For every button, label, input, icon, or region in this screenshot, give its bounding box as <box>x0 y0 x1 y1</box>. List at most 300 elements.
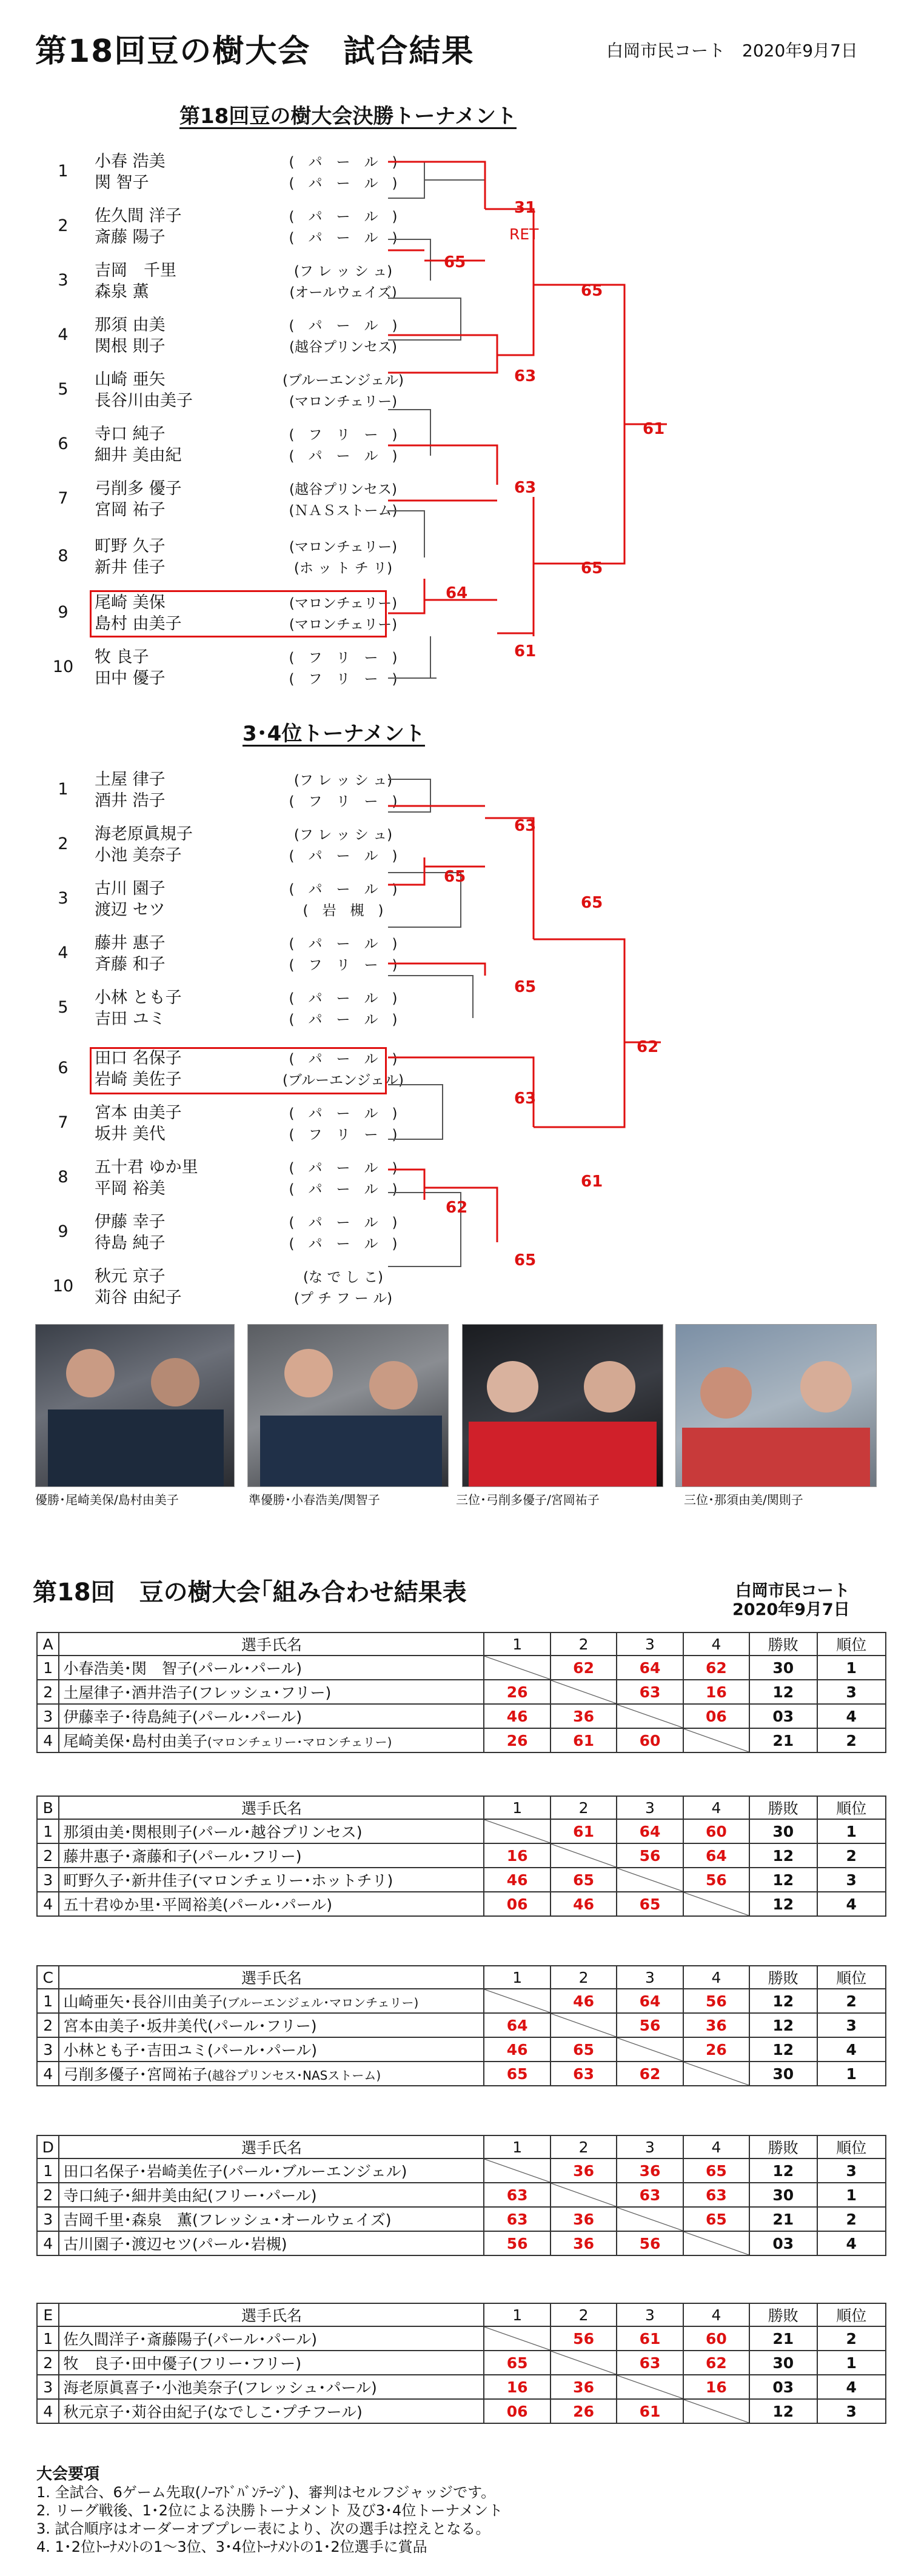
header-col-2: 2 <box>551 1632 617 1656</box>
win-loss: 03 <box>749 1704 817 1728</box>
header-col-3: 3 <box>617 2135 683 2158</box>
score-cell: 61 <box>551 1728 617 1752</box>
header-col-1: 1 <box>484 2303 550 2326</box>
final-score-s6: 63 <box>514 479 537 497</box>
group-label: E <box>37 2303 59 2326</box>
table-row <box>37 1892 886 1916</box>
player-name: 吉田 ユミ <box>95 1010 166 1028</box>
player-name: 苅谷 由紀子 <box>95 1288 182 1307</box>
final-score-s3: 65 <box>581 282 603 300</box>
pair-name-cell <box>59 1728 484 1752</box>
group-label: B <box>37 1796 59 1819</box>
score-cell: 06 <box>484 1892 550 1916</box>
score-cell: 64 <box>617 1819 683 1843</box>
rank: 1 <box>817 1656 886 1680</box>
win-loss: 12 <box>749 1892 817 1916</box>
rank: 3 <box>817 1680 886 1704</box>
third-score-s9: 65 <box>514 1251 537 1270</box>
third-score-s2: 65 <box>444 868 466 886</box>
score-cell: 56 <box>484 2231 550 2255</box>
final-score-s4: 63 <box>514 367 537 385</box>
win-loss: 03 <box>749 2231 817 2255</box>
table-row <box>37 2207 886 2231</box>
score-cell: 26 <box>683 2037 749 2062</box>
score-cell: 36 <box>551 2207 617 2231</box>
row-number: 4 <box>37 2062 59 2086</box>
pair-name: 弓削多優子･宮岡祐子 <box>63 2066 207 2083</box>
rank: 1 <box>817 2062 886 2086</box>
entry-seed: 8 <box>58 1168 69 1186</box>
entry-seed: 2 <box>58 834 69 853</box>
group-table-d <box>36 2135 886 2256</box>
pair-name: 宮本由美子･坂井美代(パール･フリー) <box>63 2017 317 2035</box>
venue-date: 白岡市民コート 2020年9月7日 <box>606 41 858 61</box>
club-name: (マロンチェリー) <box>289 539 398 555</box>
score-cell: 16 <box>484 1843 550 1868</box>
diagonal-cell <box>484 1989 550 2013</box>
header-win-loss: 勝敗 <box>749 2135 817 2158</box>
club-name: ( パ ー ル ) <box>289 1182 398 1197</box>
table-row <box>37 2375 886 2399</box>
pair-name: 寺口純子･細井美由紀(フリー･パール) <box>63 2187 317 2205</box>
pair-name: 五十君ゆか里･平岡裕美(パール･パール) <box>63 1896 332 1914</box>
score-cell: 46 <box>484 1868 550 1892</box>
score-cell: 56 <box>683 1989 749 2013</box>
table-row <box>37 1819 886 1843</box>
final-tournament-title: 第18回豆の樹大会決勝トーナメント <box>179 104 517 128</box>
photo-caption-1: 優勝･尾崎美保/島村由美子 <box>35 1493 179 1507</box>
row-number: 2 <box>37 1843 59 1868</box>
win-loss: 21 <box>749 1728 817 1752</box>
player-name: 斎藤 陽子 <box>95 228 166 247</box>
club-name: (ブルーエンジェル) <box>283 1073 404 1088</box>
table-row <box>37 1989 886 2013</box>
roundrobin-date: 2020年9月7日 <box>732 1600 850 1619</box>
pair-name-cell <box>59 2183 484 2207</box>
player-name: 土屋 律子 <box>95 770 166 789</box>
score-cell: 63 <box>484 2207 550 2231</box>
score-cell: 16 <box>683 1680 749 1704</box>
diagonal-cell <box>683 1728 749 1752</box>
player-name: 宮岡 祐子 <box>95 501 166 519</box>
player-name: 田中 優子 <box>95 669 166 688</box>
third-score-s8: 62 <box>446 1199 468 1217</box>
win-loss: 30 <box>749 2062 817 2086</box>
diagonal-cell <box>617 2207 683 2231</box>
player-name: 平岡 裕美 <box>95 1179 166 1198</box>
club-name: ( パ ー ル ) <box>289 448 398 464</box>
diagonal-cell <box>617 2375 683 2399</box>
pair-name-cell <box>59 2231 484 2255</box>
score-cell: 63 <box>617 1680 683 1704</box>
group-table-c <box>36 1965 886 2086</box>
header-col-4: 4 <box>683 1632 749 1656</box>
table-row <box>37 2037 886 2062</box>
player-name: 坂井 美代 <box>95 1125 166 1143</box>
pair-name-cell <box>59 1843 484 1868</box>
table-row <box>37 2062 886 2086</box>
photo-caption-4: 三位･那須由美/関則子 <box>684 1493 803 1507</box>
table-row <box>37 1728 886 1752</box>
score-cell: 63 <box>683 2183 749 2207</box>
rank: 2 <box>817 1843 886 1868</box>
photo-caption-2: 準優勝･小春浩美/関智子 <box>249 1493 380 1507</box>
win-loss: 30 <box>749 2183 817 2207</box>
roundrobin-title: 第18回 豆の樹大会｢組み合わせ結果表 <box>33 1579 467 1606</box>
photo-third-1 <box>462 1324 663 1487</box>
pair-name-cell <box>59 2158 484 2183</box>
final-score-s2: 65 <box>444 253 466 271</box>
score-cell: 56 <box>617 2231 683 2255</box>
pair-name-cell <box>59 2351 484 2375</box>
page-title: 第18回豆の樹大会 試合結果 <box>35 33 475 70</box>
face-icon <box>700 1367 752 1419</box>
rank: 2 <box>817 2326 886 2351</box>
rank: 4 <box>817 2375 886 2399</box>
entry-seed: 7 <box>58 489 69 508</box>
win-loss: 12 <box>749 2158 817 2183</box>
header-col-2: 2 <box>551 2135 617 2158</box>
entry-seed: 9 <box>58 603 69 622</box>
header-col-4: 4 <box>683 2135 749 2158</box>
face-icon <box>487 1361 538 1413</box>
table-row <box>37 2326 886 2351</box>
player-name: 田口 名保子 <box>95 1049 182 1068</box>
win-loss: 12 <box>749 2013 817 2037</box>
player-name: 新井 佳子 <box>95 558 166 577</box>
entry-seed: 2 <box>58 216 69 235</box>
header-col-1: 1 <box>484 1632 550 1656</box>
face-icon <box>369 1361 418 1409</box>
header-win-loss: 勝敗 <box>749 1796 817 1819</box>
third-score-s6: 63 <box>514 1090 537 1108</box>
score-cell: 62 <box>617 2062 683 2086</box>
club-name: ( パ ー ル ) <box>289 882 398 897</box>
score-cell: 36 <box>617 2158 683 2183</box>
player-name: 小春 浩美 <box>95 152 166 171</box>
group-label: A <box>37 1632 59 1656</box>
rank: 1 <box>817 1819 886 1843</box>
score-cell: 26 <box>484 1728 550 1752</box>
club-name: ( パ ー ル ) <box>289 209 398 225</box>
row-number: 3 <box>37 2207 59 2231</box>
player-name: 斉藤 和子 <box>95 955 166 974</box>
player-name: 藤井 惠子 <box>95 934 166 953</box>
pair-name: 藤井惠子･斎藤和子(パール･フリー) <box>63 1848 302 1865</box>
table-row <box>37 1680 886 1704</box>
row-number: 3 <box>37 2037 59 2062</box>
win-loss: 12 <box>749 1868 817 1892</box>
club-name: ( パ ー ル ) <box>289 1012 398 1028</box>
header-col-4: 4 <box>683 2303 749 2326</box>
diagonal-cell <box>617 1704 683 1728</box>
entry-seed: 5 <box>58 998 69 1017</box>
entry-seed: 10 <box>52 657 74 676</box>
score-cell: 63 <box>484 2183 550 2207</box>
header-win-loss: 勝敗 <box>749 1632 817 1656</box>
club-name: ( フ リ ー ) <box>289 1127 398 1143</box>
row-number: 3 <box>37 1868 59 1892</box>
clothing-shape <box>469 1422 657 1486</box>
header-name: 選手氏名 <box>59 2303 484 2326</box>
face-icon <box>800 1361 852 1413</box>
header-rank: 順位 <box>817 2135 886 2158</box>
group-label: C <box>37 1966 59 1989</box>
player-name: 伊藤 幸子 <box>95 1213 166 1231</box>
club-name: (プ チ フ ー ル) <box>293 1291 393 1306</box>
entry-seed: 5 <box>58 380 69 399</box>
club-name: ( パ ー ル ) <box>289 936 398 952</box>
pair-clubs: (ブルーエンジェル･マロンチェリー) <box>222 1995 419 2010</box>
club-name: ( フ リ ー ) <box>289 671 398 687</box>
row-number: 4 <box>37 2399 59 2423</box>
club-name: ( パ ー ル ) <box>289 1215 398 1231</box>
pair-name-cell <box>59 2207 484 2231</box>
rules-heading: 大会要項 <box>36 2465 100 2483</box>
pair-name-cell <box>59 1819 484 1843</box>
entry-seed: 10 <box>52 1277 74 1296</box>
rule-item: 3. 試合順序はオーダーオブプレー表により、次の選手は控えとなる。 <box>36 2520 490 2537</box>
header-col-3: 3 <box>617 2303 683 2326</box>
club-name: (マロンチェリー) <box>289 617 398 633</box>
diagonal-cell <box>683 2399 749 2423</box>
entry-seed: 6 <box>58 1059 69 1077</box>
pair-name: 山崎亜矢･長谷川由美子 <box>63 1993 223 2011</box>
score-cell: 36 <box>551 1704 617 1728</box>
score-cell: 56 <box>683 1868 749 1892</box>
diagonal-cell <box>683 1892 749 1916</box>
player-name: 待島 純子 <box>95 1234 166 1253</box>
player-name: 細井 美由紀 <box>95 446 182 465</box>
table-row <box>37 2231 886 2255</box>
player-name: 長谷川由美子 <box>95 391 193 410</box>
header-col-2: 2 <box>551 2303 617 2326</box>
rule-item: 1. 全試合、6ゲーム先取(ﾉｰｱﾄﾞﾊﾞﾝﾃｰｼﾞ)、審判はセルフジャッジです。 <box>36 2484 496 2501</box>
header-col-4: 4 <box>683 1796 749 1819</box>
club-name: ( パ ー ル ) <box>289 1106 398 1122</box>
score-cell: 65 <box>617 1892 683 1916</box>
pair-name-cell <box>59 1656 484 1680</box>
club-name: (フ レ ッ シ ュ) <box>293 264 393 279</box>
row-number: 1 <box>37 1989 59 2013</box>
face-icon <box>66 1349 115 1397</box>
pair-clubs: (マロンチェリー･マロンチェリー) <box>207 1735 392 1749</box>
pair-name: 佐久間洋子･斎藤陽子(パール･パール) <box>63 2331 317 2348</box>
diagonal-cell <box>484 1819 550 1843</box>
score-cell: 60 <box>683 1819 749 1843</box>
score-cell: 36 <box>551 2375 617 2399</box>
score-cell: 64 <box>617 1656 683 1680</box>
score-cell: 65 <box>551 1868 617 1892</box>
header-rank: 順位 <box>817 1632 886 1656</box>
score-cell: 64 <box>683 1843 749 1868</box>
header-name: 選手氏名 <box>59 1966 484 1989</box>
row-number: 1 <box>37 2326 59 2351</box>
score-cell: 36 <box>551 2158 617 2183</box>
third-score-s1: 63 <box>514 817 537 835</box>
pair-name: 那須由美･関根則子(パール･越谷プリンセス) <box>63 1823 363 1841</box>
entry-seed: 3 <box>58 889 69 908</box>
rank: 3 <box>817 2399 886 2423</box>
club-name: ( フ リ ー ) <box>289 427 398 443</box>
score-cell: 65 <box>683 2207 749 2231</box>
pair-name: 伊藤幸子･待島純子(パール･パール) <box>63 1708 302 1726</box>
player-name: 酒井 浩子 <box>95 791 166 810</box>
pair-name: 吉岡千里･森泉 薫(フレッシュ･オールウェイズ) <box>63 2211 392 2229</box>
table-row <box>37 1868 886 1892</box>
club-name: (ホ ッ ト チ リ) <box>293 561 393 576</box>
row-number: 4 <box>37 2231 59 2255</box>
final-score-s5: 61 <box>643 420 665 438</box>
diagonal-cell <box>551 2183 617 2207</box>
group-label: D <box>37 2135 59 2158</box>
roundrobin-venue <box>732 1582 850 1619</box>
header-name: 選手氏名 <box>59 2135 484 2158</box>
score-cell: 63 <box>617 2351 683 2375</box>
third-score-s3: 65 <box>581 894 603 912</box>
pair-name: 町野久子･新井佳子(マロンチェリー･ホットチリ) <box>63 1872 393 1889</box>
score-cell: 56 <box>617 1843 683 1868</box>
diagonal-cell <box>551 1843 617 1868</box>
club-name: (フ レ ッ シ ュ) <box>293 827 393 843</box>
photo-winner <box>35 1324 235 1487</box>
row-number: 2 <box>37 2351 59 2375</box>
row-number: 1 <box>37 1819 59 1843</box>
club-name: ( パ ー ル ) <box>289 848 398 864</box>
header-col-3: 3 <box>617 1796 683 1819</box>
player-name: 古川 園子 <box>95 879 166 898</box>
player-name: 海老原眞規子 <box>95 825 193 844</box>
player-name: 山崎 亜矢 <box>95 370 166 389</box>
player-name: 小林 とも子 <box>95 988 182 1007</box>
diagonal-cell <box>617 1868 683 1892</box>
pair-name: 秋元京子･苅谷由紀子(なでしこ･プチフール) <box>63 2403 363 2421</box>
entry-seed: 9 <box>58 1222 69 1241</box>
score-cell: 62 <box>683 2351 749 2375</box>
win-loss: 12 <box>749 2399 817 2423</box>
header-col-2: 2 <box>551 1796 617 1819</box>
diagonal-cell <box>617 2037 683 2062</box>
score-cell: 06 <box>484 2399 550 2423</box>
score-cell: 36 <box>683 2013 749 2037</box>
diagonal-cell <box>484 2326 550 2351</box>
roundrobin-venue-name: 白岡市民コート <box>735 1582 850 1600</box>
header-col-2: 2 <box>551 1966 617 1989</box>
entry-seed: 6 <box>58 434 69 453</box>
pair-name: 牧 良子･田中優子(フリー･フリー) <box>63 2355 301 2372</box>
face-icon <box>151 1358 199 1406</box>
pair-name: 小春浩美･関 智子(パール･パール) <box>63 1660 302 1677</box>
clothing-shape <box>48 1409 224 1486</box>
club-name: ( フ リ ー ) <box>289 957 398 973</box>
clothing-shape <box>682 1428 870 1486</box>
club-name: ( パ ー ル ) <box>289 155 398 170</box>
score-cell: 62 <box>551 1656 617 1680</box>
third-score-s4: 65 <box>514 978 537 996</box>
rank: 4 <box>817 1704 886 1728</box>
rank: 4 <box>817 1892 886 1916</box>
table-row <box>37 2351 886 2375</box>
club-name: ( フ リ ー ) <box>289 650 398 666</box>
entry-seed: 4 <box>58 944 69 962</box>
player-name: 牧 良子 <box>95 648 149 667</box>
final-score-s7: 65 <box>581 559 603 577</box>
header-rank: 順位 <box>817 1796 886 1819</box>
club-name: ( パ ー ル ) <box>289 230 398 246</box>
score-cell: 16 <box>683 2375 749 2399</box>
win-loss: 30 <box>749 1656 817 1680</box>
pair-name-cell <box>59 2013 484 2037</box>
entry-seed: 7 <box>58 1113 69 1132</box>
win-loss: 30 <box>749 1819 817 1843</box>
score-cell: 65 <box>484 2062 550 2086</box>
header-col-1: 1 <box>484 2135 550 2158</box>
row-number: 2 <box>37 2183 59 2207</box>
diagonal-cell <box>683 2231 749 2255</box>
score-cell: 56 <box>617 2013 683 2037</box>
club-name: ( パ ー ル ) <box>289 1160 398 1176</box>
rank: 3 <box>817 2013 886 2037</box>
club-name: ( パ ー ル ) <box>289 991 398 1007</box>
diagonal-cell <box>683 2062 749 2086</box>
final-score-ret: RET <box>509 225 539 243</box>
diagonal-cell <box>551 2351 617 2375</box>
club-name: ( フ リ ー ) <box>289 794 398 810</box>
pair-name: 尾崎美保･島村由美子 <box>63 1732 207 1750</box>
score-cell: 36 <box>551 2231 617 2255</box>
table-row <box>37 2013 886 2037</box>
score-cell: 26 <box>551 2399 617 2423</box>
rules <box>36 2465 503 2556</box>
header-rank: 順位 <box>817 2303 886 2326</box>
diagonal-cell <box>551 2013 617 2037</box>
score-cell: 63 <box>617 2183 683 2207</box>
final-score-s1: 31 <box>514 199 537 217</box>
group-table-a <box>36 1632 886 1753</box>
player-name: 那須 由美 <box>95 316 166 334</box>
table-row <box>37 2399 886 2423</box>
rule-item: 4. 1･2位ﾄｰﾅﾒﾝﾄの1～3位、3･4位ﾄｰﾅﾒﾝﾄの1･2位選手に賞品 <box>36 2538 427 2555</box>
club-name: ( パ ー ル ) <box>289 1051 398 1067</box>
score-cell: 46 <box>551 1892 617 1916</box>
table-row <box>37 1843 886 1868</box>
player-name: 吉岡 千里 <box>95 261 176 280</box>
rank: 3 <box>817 2158 886 2183</box>
group-table-b <box>36 1796 886 1917</box>
header-win-loss: 勝敗 <box>749 1966 817 1989</box>
pair-name-cell <box>59 2037 484 2062</box>
row-number: 3 <box>37 2375 59 2399</box>
score-cell: 64 <box>617 1989 683 2013</box>
rank: 3 <box>817 1868 886 1892</box>
rank: 1 <box>817 2183 886 2207</box>
player-name: 森泉 薫 <box>95 282 149 301</box>
pair-name-cell <box>59 1989 484 2013</box>
score-cell: 60 <box>617 1728 683 1752</box>
player-name: 弓削多 優子 <box>95 479 182 498</box>
pair-clubs: (越谷プリンセス･NASストーム) <box>207 2068 381 2083</box>
score-cell: 46 <box>551 1989 617 2013</box>
header-col-4: 4 <box>683 1966 749 1989</box>
face-icon <box>584 1361 635 1413</box>
win-loss: 03 <box>749 2375 817 2399</box>
third-score-s5: 62 <box>637 1038 659 1056</box>
entry-seed: 1 <box>58 780 69 799</box>
rank: 4 <box>817 2231 886 2255</box>
header-name: 選手氏名 <box>59 1632 484 1656</box>
score-cell: 16 <box>484 2375 550 2399</box>
row-number: 2 <box>37 2013 59 2037</box>
